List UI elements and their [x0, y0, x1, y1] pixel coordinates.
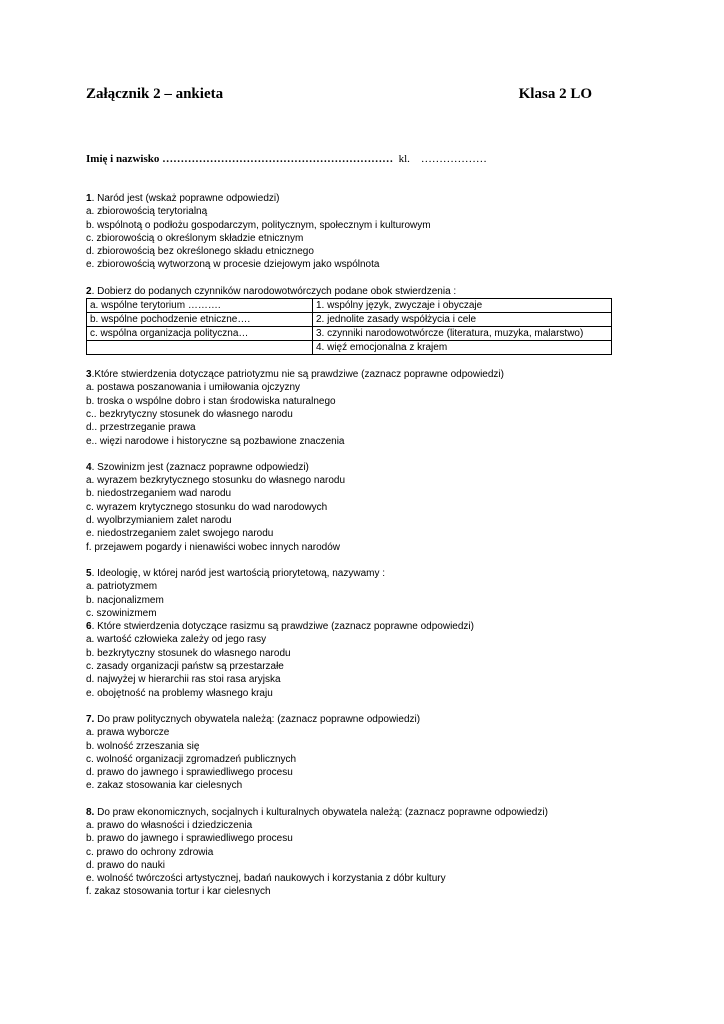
option: a. postawa poszanowania i umiłowania ojczyzny	[86, 382, 301, 394]
question-4	[86, 461, 626, 554]
table-cell-right: 4. więź emocjonalna z krajem	[313, 341, 612, 355]
table-cell-left: c. wspólna organizacja polityczna…	[87, 327, 313, 341]
option: e.. więzi narodowe i historyczne są pozbawione znaczenia	[86, 435, 345, 447]
option: e. zakaz stosowania kar cielesnych	[86, 780, 243, 792]
option: a. zbiorowością terytorialną	[86, 206, 208, 218]
option: b. nacjonalizmem	[86, 594, 164, 606]
survey-content	[86, 192, 626, 899]
matching-table	[86, 298, 612, 355]
option: a. wyrazem bezkrytycznego stosunku do własnego narodu	[86, 475, 346, 487]
option: a. patriotyzmem	[86, 581, 158, 593]
option: b. niedostrzeganiem wad narodu	[86, 488, 232, 500]
option: b. bezkrytyczny stosunek do własnego narodu	[86, 647, 291, 659]
table-cell-left: b. wspólne pochodzenie etniczne….	[87, 313, 313, 327]
option: d. wyolbrzymianiem zalet narodu	[86, 515, 232, 527]
option: e. wolność twórczości artystycznej, badań naukowych i korzystania z dóbr kultury	[86, 873, 446, 885]
option: a. prawo do własności i dziedziczenia	[86, 819, 253, 831]
option: e. zbiorowością wytworzoną w procesie dziejowym jako wspólnota	[86, 259, 380, 271]
question-1	[86, 192, 626, 272]
option: b. wspólnotą o podłożu gospodarczym, politycznym, społecznym i kulturowym	[86, 219, 431, 231]
question-3-text: 3.Które stwierdzenia dotyczące patriotyzmu nie są prawdziwe (zaznacz poprawne odpowiedzi)	[86, 369, 504, 381]
option: c. zasady organizacji państw są przestarzałe	[86, 661, 284, 673]
option: d. prawo do jawnego i sprawiedliwego procesu	[86, 767, 293, 779]
question-7	[86, 713, 626, 793]
name-line	[86, 153, 487, 165]
option: c. wyrazem krytycznego stosunku do wad narodowych	[86, 501, 328, 513]
question-2-text: 2. Dobierz do podanych czynników narodowotwórczych podane obok stwierdzenia :	[86, 285, 457, 297]
class-label: Klasa 2 LO	[518, 86, 592, 102]
table-row	[87, 313, 612, 327]
option: d. najwyżej w hierarchii ras stoi rasa aryjska	[86, 674, 281, 686]
option: c. prawo do ochrony zdrowia	[86, 846, 214, 858]
question-3	[86, 368, 626, 448]
option: a. wartość człowieka zależy od jego rasy	[86, 634, 267, 646]
option: f. zakaz stosowania tortur i kar cielesnych	[86, 886, 271, 898]
option: d. prawo do nauki	[86, 859, 165, 871]
option: c.. bezkrytyczny stosunek do własnego narodu	[86, 408, 293, 420]
option: e. niedostrzeganiem zalet swojego narodu	[86, 528, 274, 540]
option: a. prawa wyborcze	[86, 727, 170, 739]
question-7-text: 7. Do praw politycznych obywatela należą: (zaznacz poprawne odpowiedzi)	[86, 713, 421, 725]
question-6-text: 6. Które stwierdzenia dotyczące rasizmu są prawdziwe (zaznacz poprawne odpowiedzi)	[86, 621, 474, 633]
question-8	[86, 806, 626, 899]
document-header	[86, 86, 592, 103]
question-1-text: 1. Naród jest (wskaż poprawne odpowiedzi)	[86, 193, 280, 204]
table-row	[87, 299, 612, 313]
question-5-text: 5. Ideologię, w której naród jest wartością priorytetową, nazywamy :	[86, 567, 386, 579]
table-cell-right: 1. wspólny język, zwyczaje i obyczaje	[313, 299, 612, 313]
option: e. obojętność na problemy własnego kraju	[86, 687, 273, 699]
question-5	[86, 567, 626, 620]
option: d. zbiorowością bez określonego składu etnicznego	[86, 246, 314, 258]
table-row	[87, 327, 612, 341]
option: b. wolność zrzeszania się	[86, 740, 200, 752]
table-cell-left	[87, 341, 313, 355]
document-title: Załącznik 2 – ankieta	[86, 86, 224, 102]
table-cell-right: 2. jednolite zasady współżycia i cele	[313, 313, 612, 327]
option: b. prawo do jawnego i sprawiedliwego procesu	[86, 833, 293, 845]
table-cell-left: a. wspólne terytorium ……….	[87, 299, 313, 313]
question-6	[86, 620, 626, 700]
kl-label: kl.	[398, 153, 410, 165]
question-2	[86, 285, 626, 355]
name-label: Imię i nazwisko	[86, 153, 160, 165]
question-4-text: 4. Szowinizm jest (zaznacz poprawne odpowiedzi)	[86, 461, 309, 473]
option: f. przejawem pogardy i nienawiści wobec innych narodów	[86, 541, 341, 553]
option: c. zbiorowością o określonym składzie etnicznym	[86, 232, 304, 244]
name-dots: ………………………………………………………	[162, 153, 394, 165]
question-8-text: 8. Do praw ekonomicznych, socjalnych i kulturalnych obywatela należą: (zaznacz poprawne odpowiedzi)	[86, 806, 548, 818]
option: c. wolność organizacji zgromadzeń publicznych	[86, 753, 297, 765]
option: b. troska o wspólne dobro i stan środowiska naturalnego	[86, 395, 336, 407]
kl-dots: ………………	[420, 153, 487, 165]
table-cell-right: 3. czynniki narodowotwórcze (literatura, muzyka, malarstwo)	[313, 327, 612, 341]
option: d.. przestrzeganie prawa	[86, 422, 196, 434]
table-row	[87, 341, 612, 355]
option: c. szowinizmem	[86, 607, 157, 619]
